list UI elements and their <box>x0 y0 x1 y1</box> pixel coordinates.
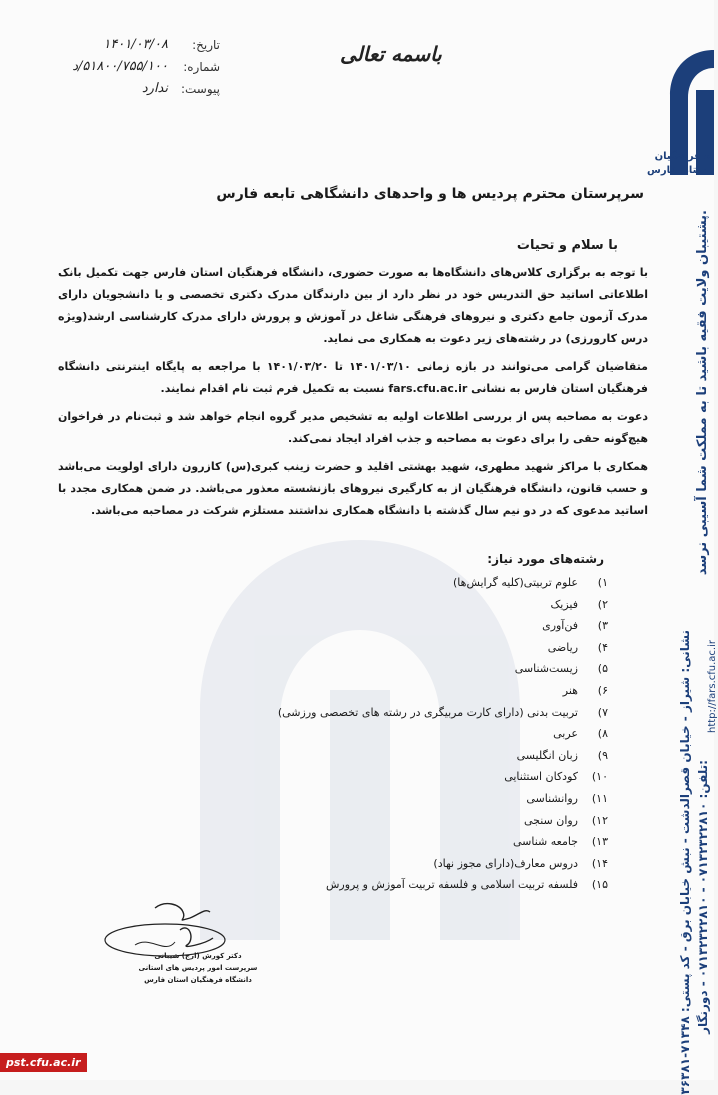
list-item <box>188 810 608 832</box>
side-slogan: پشتیبان ولایت فقیه باشید تا به مملکت شما آسیبی نرسد. <box>695 210 710 576</box>
paragraph-invitation: با توجه به برگزاری کلاس‌های دانشگاه‌ها به صورت حضوری، دانشگاه فرهنگیان استان فارس جهت تکمیل بانک اطلاعاتی اساتید حق التدریس خود در نظر دارد از بین دارندگان مدرک دکتری تخصصی و یا دانشجویان دارای مدرک آزمون جامع دکتری و نیروهای فرهنگی شاغل در آموزش و پرورش دارای مدرک کارشناسی ارشد(ویژه درس کارورزی) در رشته‌های زیر دعوت به همکاری می نماید. <box>58 266 648 345</box>
field-number: ۲) <box>597 597 608 611</box>
field-name: هنر <box>562 683 578 697</box>
letter-body <box>58 262 648 528</box>
letter-addressee: سرپرستان محترم پردیس ها و واحدهای دانشگاهی تابعه فارس <box>216 186 644 202</box>
side-banner <box>670 200 718 1095</box>
logo-caption-line1: ه فرهنگیان <box>654 151 710 162</box>
list-item <box>188 637 608 659</box>
paragraph-interview: دعوت به مصاحبه پس از بررسی اطلاعات اولیه به تشخیص مدیر گروه انجام خواهد شد و ثبت‌نام در فراخوان هیچ‌گونه حقی را برای دعوت به مصاحبه و جذب افراد ایجاد نمی‌کند. <box>58 410 648 445</box>
field-number: ۷) <box>597 705 608 719</box>
field-number: ۱۳) <box>591 835 608 849</box>
field-name: زبان انگلیسی <box>516 748 578 762</box>
list-item <box>188 680 608 702</box>
list-item <box>188 745 608 767</box>
field-number: ۱۴) <box>591 856 608 870</box>
list-item <box>188 658 608 680</box>
field-name: زیست‌شناسی <box>514 662 578 676</box>
list-item <box>188 723 608 745</box>
list-item <box>188 788 608 810</box>
side-phone: تلفن: ۰۷۱۳۲۳۲۲۸۱۰ - ۰۷۱۳۲۳۲۲۸۱۰ - دورنگار: <box>696 760 710 1034</box>
field-name: روانشناسی <box>526 791 578 805</box>
attachment-value: ندارد <box>141 81 168 96</box>
fields-list <box>188 572 608 896</box>
signer-role: سرپرست امور پردیس های استانی <box>138 964 258 972</box>
field-name: تربیت بدنی (دارای کارت مربیگری در رشته های تخصصی ورزشی) <box>277 705 578 719</box>
date-value: ۱۴۰۱/۰۳/۰۸ <box>103 37 168 52</box>
list-item <box>188 572 608 594</box>
field-number: ۸) <box>597 727 608 741</box>
bismillah-heading: باسمه تعالی <box>340 42 442 66</box>
logo-caption <box>647 150 710 178</box>
letter-greeting: با سلام و تحیات <box>516 238 618 253</box>
field-number: ۱۱) <box>591 791 608 805</box>
date-row <box>30 30 220 52</box>
field-number: ۴) <box>597 640 608 654</box>
field-number: ۱۲) <box>591 813 608 827</box>
field-number: ۹) <box>597 748 608 762</box>
list-item <box>188 853 608 875</box>
fields-title: رشته‌های مورد نیاز: <box>487 552 604 566</box>
attachment-row <box>30 74 220 96</box>
field-number: ۱۰) <box>591 770 608 784</box>
side-website[interactable]: http://fars.cfu.ac.ir <box>707 640 718 734</box>
source-url-badge[interactable]: pst.cfu.ac.ir <box>0 1053 87 1072</box>
logo-caption-line2: استان فارس <box>647 165 710 176</box>
field-name: عربی <box>553 727 578 741</box>
field-name: روان سنجی <box>523 813 578 827</box>
list-item <box>188 702 608 724</box>
attachment-label: پیوست: <box>180 82 220 96</box>
list-item <box>188 594 608 616</box>
letter-meta <box>30 30 220 96</box>
field-number: ۱) <box>597 576 608 589</box>
field-name: علوم تربیتی(کلیه گرایش‌ها) <box>453 576 578 589</box>
signer-org: دانشگاه فرهنگیان استان فارس <box>144 976 252 984</box>
field-name: جامعه شناسی <box>512 835 578 849</box>
field-name: ریاضی <box>547 640 578 654</box>
field-name: فیزیک <box>550 597 578 611</box>
field-number: ۳) <box>597 619 608 633</box>
field-name: فلسفه تربیت اسلامی و فلسفه تربیت آموزش و پرورش <box>325 878 578 892</box>
paragraph-priority: همکاری با مراکز شهید مطهری، شهید بهشتی اقلید و حضرت زینب کبری(س) کازرون دارای اولویت می‌باشد و حسب قانون، دانشگاه فرهنگیان از به کارگیری نیروهای بازنشسته معذور می‌باشد. در ضمن همکاری مجدد با اساتید مدعوی که در دو نیم سال گذشته با دانشگاه همکاری نداشتند مستلزم شرکت در مصاحبه می‌باشد. <box>58 460 648 517</box>
field-name: فن‌آوری <box>542 619 578 633</box>
side-address: نشانی: شیراز - خیابان قصرالدشت - نبش خیابان برق - کد پستی: ۷۱۳۴۸-۳۶۳۸۱ <box>678 630 692 1095</box>
field-number: ۱۵) <box>591 878 608 892</box>
number-label: شماره: <box>183 60 220 74</box>
field-name: کودکان استثنایی <box>504 770 578 784</box>
field-name: دروس معارف(دارای مجوز نهاد) <box>433 856 578 870</box>
number-value: ۵۱۸۰۰/۷۵۵/۱۰۰/د <box>72 59 168 74</box>
field-number: ۵) <box>597 662 608 676</box>
number-row <box>30 52 220 74</box>
signer-name: دکتر کورش (ارج) شیبانی <box>154 952 242 960</box>
list-item <box>188 615 608 637</box>
list-item <box>188 831 608 853</box>
paragraph-registration: متقاضیان گرامی می‌توانند در بازه زمانی ۱۴۰۱/۰۳/۱۰ تا ۱۴۰۱/۰۳/۲۰ با مراجعه به پایگاه اینترنتی دانشگاه فرهنگیان استان فارس به نشانی fars.cfu.ac.ir نسبت به تکمیل فرم ثبت نام اقدام نمایند. <box>58 360 648 395</box>
field-number: ۶) <box>597 683 608 697</box>
list-item <box>188 874 608 896</box>
list-item <box>188 766 608 788</box>
date-label: تاریخ: <box>192 38 220 52</box>
signature-block <box>128 950 268 986</box>
